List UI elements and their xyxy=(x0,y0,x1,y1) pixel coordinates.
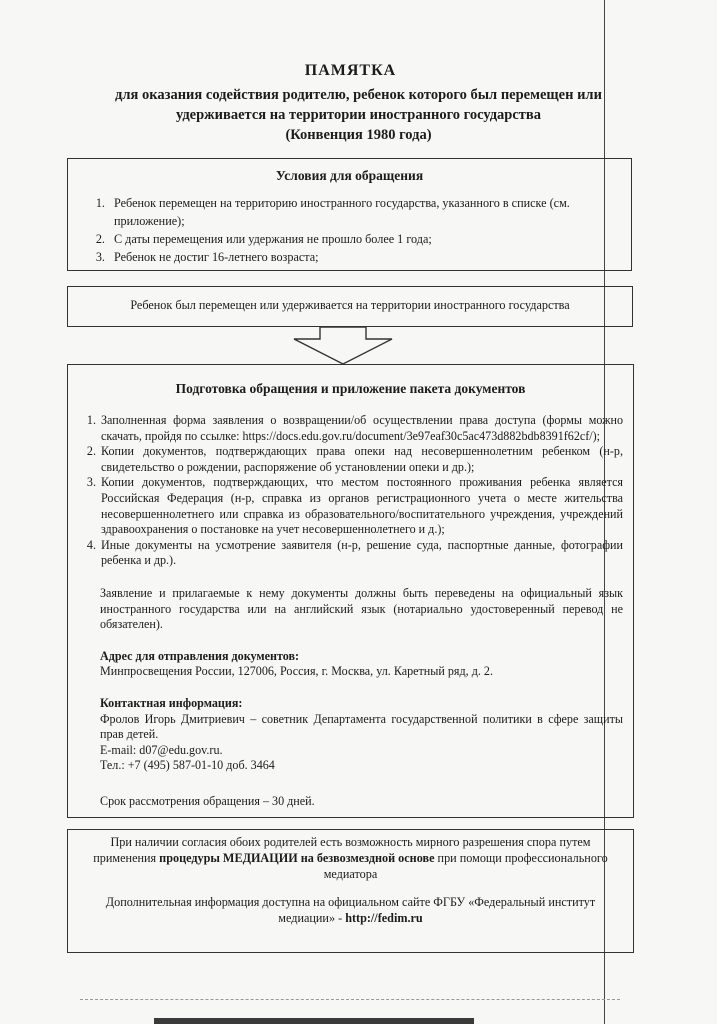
contact-person: Фролов Игорь Дмитриевич – советник Департамента государственной политики в сфере защиты прав детей. xyxy=(100,711,623,742)
mediation-box xyxy=(67,829,634,953)
header xyxy=(0,62,717,145)
subtitle-line-3: (Конвенция 1980 года) xyxy=(285,127,432,143)
review-term: Срок рассмотрения обращения – 30 дней. xyxy=(100,793,315,808)
mediation-info xyxy=(68,894,633,926)
document-item: 2. Копии документов, подтверждающих права опеки над несовершеннолетним ребенком (н-р, свидетельство о рождении, распоряжение об установлении опеки и др.); xyxy=(99,444,623,475)
document-item: 1. Заполненная форма заявления о возвращении/об осуществлении права доступа (формы можно скачать, пройдя по ссылке: https://docs.edu.gov.ru/document/3e97eaf30c5ac473d882bdb8391f62cf/); xyxy=(99,413,623,444)
contact-section xyxy=(68,696,633,774)
contact-email: E-mail: d07@edu.gov.ru. xyxy=(100,742,223,757)
mediation-text-after: при помощи профессионального медиатора xyxy=(323,851,608,881)
documents-list xyxy=(68,413,623,569)
subtitle-line-1: для оказания содействия родителю, ребенок которого был перемещен или xyxy=(115,87,602,103)
condition-item: 1. Ребенок перемещен на территорию иностранного государства, указанного в списке (см. приложение); xyxy=(108,194,631,230)
scan-footer-bar xyxy=(154,1018,474,1024)
mediation-link[interactable]: http://fedim.ru xyxy=(345,911,423,925)
preparation-box xyxy=(67,364,634,818)
moved-box xyxy=(67,286,633,327)
condition-item: 2. С даты перемещения или удержания не прошло более 1 года; xyxy=(108,230,631,248)
conditions-title: Условия для обращения xyxy=(275,168,424,183)
down-arrow-icon xyxy=(288,327,398,365)
subtitle-line-2: удерживается на территории иностранного государства xyxy=(175,107,542,123)
condition-item: 3. Ребенок не достиг 16-летнего возраста; xyxy=(108,248,631,266)
contact-phone: Тел.: +7 (495) 587-01-10 доб. 3464 xyxy=(100,758,275,773)
address-label: Адрес для отправления документов: xyxy=(100,648,300,663)
document-item: 3. Копии документов, подтверждающих, что местом постоянного проживания ребенка является Российская Федерация (н-р, справка из органов регистрационного учета о месте жительства несовершеннолетнего или справка из образовательного/воспитательного учреждения, учреждений здравоохранения о постановке на учет несовершеннолетнего и д.); xyxy=(99,475,623,537)
preparation-title: Подготовка обращения и приложение пакета документов xyxy=(175,381,526,396)
moved-text: Ребенок был перемещен или удерживается на территории иностранного государства xyxy=(130,298,570,312)
address-text: Минпросвещения России, 127006, Россия, г. Москва, ул. Каретный ряд, д. 2. xyxy=(100,664,493,679)
contact-label: Контактная информация: xyxy=(100,695,243,710)
mediation-text xyxy=(68,834,633,882)
conditions-list xyxy=(68,194,631,266)
document-item: 4. Иные документы на усмотрение заявителя (н-р, решение суда, паспортные данные, фотографии ребенка и др.). xyxy=(99,538,623,569)
address-section xyxy=(68,649,633,680)
translation-note: Заявление и прилагаемые к нему документы должны быть переведены на официальный язык иностранного государства или на английский язык (нотариально удостоверенный перевод не обязателен). xyxy=(100,585,623,632)
conditions-box xyxy=(67,158,632,271)
scan-footer-line xyxy=(80,999,620,1000)
mediation-text-bold: процедуры МЕДИАЦИИ на безвозмездной основе xyxy=(159,851,435,865)
mediation-info-text: Дополнительная информация доступна на официальном сайте ФГБУ «Федеральный институт медиации» - xyxy=(105,895,596,925)
mediation-text-before: При наличии согласия обоих родителей есть возможность мирного разрешения спора путем применения xyxy=(93,835,591,865)
page-title: ПАМЯТКА xyxy=(304,62,397,79)
